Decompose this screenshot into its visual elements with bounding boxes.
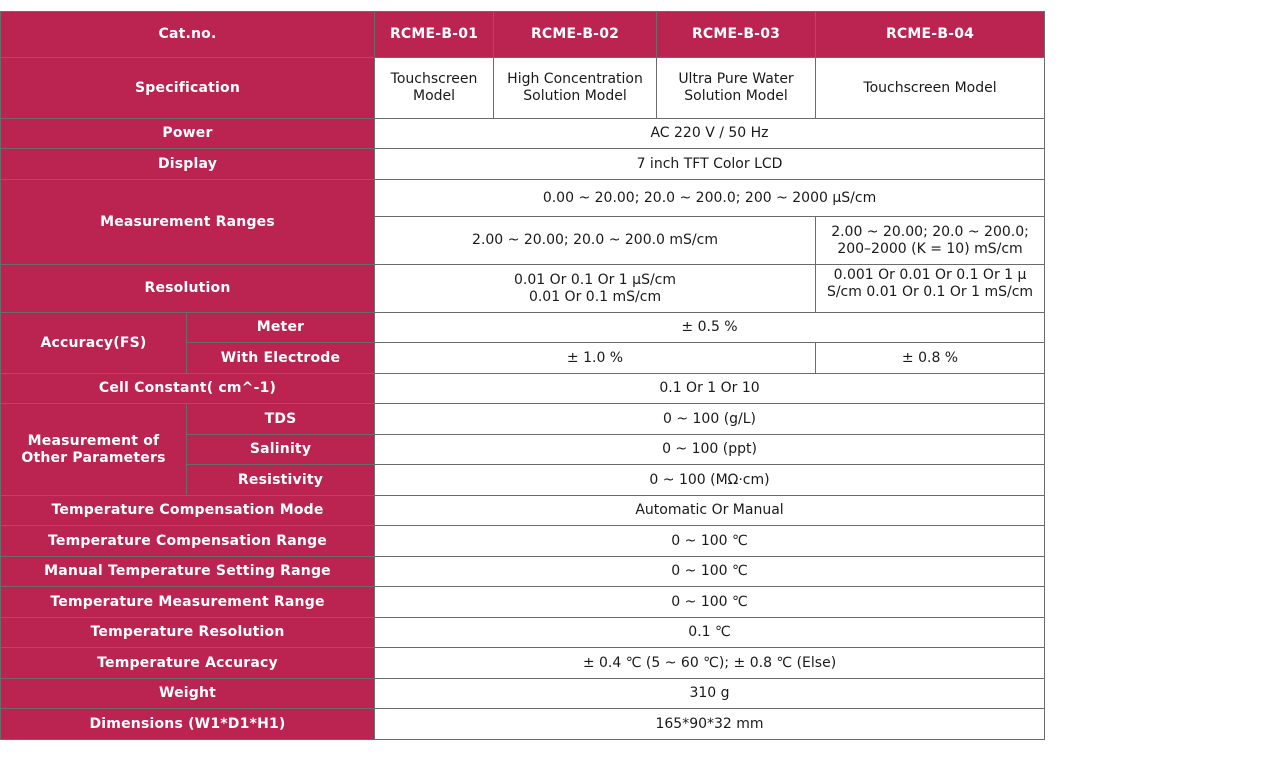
- temp-comp-mode-label: Temperature Compensation Mode: [1, 496, 375, 526]
- row-accuracy-meter: [1, 313, 1045, 343]
- resistivity-value: 0 ~ 100 (MΩ·cm): [375, 465, 1045, 496]
- measurement-ranges-ms-b01-b03: 2.00 ~ 20.00; 20.0 ~ 200.0 mS/cm: [375, 217, 816, 265]
- row-measurement-ranges-1: [1, 180, 1045, 217]
- row-dimensions: [1, 709, 1045, 740]
- resistivity-label: Resistivity: [187, 465, 375, 496]
- tds-label: TDS: [187, 404, 375, 435]
- resolution-b04-text: 0.001 Or 0.01 Or 0.1 Or 1 μ S/cm 0.01 Or 0.1 Or 1 mS/cm: [826, 266, 1034, 300]
- temp-accuracy-label: Temperature Accuracy: [1, 648, 375, 679]
- spec-table: [0, 11, 1045, 740]
- row-temp-meas-range: [1, 587, 1045, 618]
- temp-meas-range-value: 0 ~ 100 ℃: [375, 587, 1045, 618]
- power-value: AC 220 V / 50 Hz: [375, 119, 1045, 149]
- row-cat-no: [1, 12, 1045, 58]
- temp-meas-range-label: Temperature Measurement Range: [1, 587, 375, 618]
- specification-b04: Touchscreen Model: [816, 58, 1045, 119]
- row-temp-accuracy: [1, 648, 1045, 679]
- other-params-label: Measurement of Other Parameters: [1, 404, 187, 496]
- row-cell-constant: [1, 374, 1045, 404]
- display-value: 7 inch TFT Color LCD: [375, 149, 1045, 180]
- row-resolution: [1, 265, 1045, 313]
- row-temp-resolution: [1, 618, 1045, 648]
- dimensions-label: Dimensions (W1*D1*H1): [1, 709, 375, 740]
- model-rcme-b-03: RCME-B-03: [657, 12, 816, 58]
- accuracy-meter-value: ± 0.5 %: [375, 313, 1045, 343]
- row-power: [1, 119, 1045, 149]
- row-manual-temp-range: [1, 557, 1045, 587]
- model-rcme-b-04: RCME-B-04: [816, 12, 1045, 58]
- model-rcme-b-02: RCME-B-02: [494, 12, 657, 58]
- accuracy-meter-label: Meter: [187, 313, 375, 343]
- temp-resolution-value: 0.1 ℃: [375, 618, 1045, 648]
- cell-constant-value: 0.1 Or 1 Or 10: [375, 374, 1045, 404]
- accuracy-electrode-b04: ± 0.8 %: [816, 343, 1045, 374]
- manual-temp-range-value: 0 ~ 100 ℃: [375, 557, 1045, 587]
- manual-temp-range-label: Manual Temperature Setting Range: [1, 557, 375, 587]
- specification-b02: High Concentration Solution Model: [494, 58, 657, 119]
- accuracy-label: Accuracy(FS): [1, 313, 187, 374]
- resolution-b04: [816, 265, 1045, 313]
- power-label: Power: [1, 119, 375, 149]
- temp-comp-range-value: 0 ~ 100 ℃: [375, 526, 1045, 557]
- cell-constant-label: Cell Constant( cm^-1): [1, 374, 375, 404]
- row-weight: [1, 679, 1045, 709]
- row-tds: [1, 404, 1045, 435]
- specification-label: Specification: [1, 58, 375, 119]
- resolution-line-us: 0.01 Or 0.1 Or 1 μS/cm: [514, 271, 677, 288]
- accuracy-electrode-label: With Electrode: [187, 343, 375, 374]
- temp-comp-mode-value: Automatic Or Manual: [375, 496, 1045, 526]
- resolution-b01-b03: [375, 265, 816, 313]
- row-display: [1, 149, 1045, 180]
- resolution-label: Resolution: [1, 265, 375, 313]
- temp-resolution-label: Temperature Resolution: [1, 618, 375, 648]
- specification-b01: Touchscreen Model: [375, 58, 494, 119]
- measurement-ranges-ms-b04: 2.00 ~ 20.00; 20.0 ~ 200.0; 200–2000 (K = 10) mS/cm: [816, 217, 1045, 265]
- row-specification: [1, 58, 1045, 119]
- resolution-line-ms: 0.01 Or 0.1 mS/cm: [528, 288, 662, 305]
- measurement-ranges-us: 0.00 ~ 20.00; 20.0 ~ 200.0; 200 ~ 2000 μS/cm: [375, 180, 1045, 217]
- accuracy-electrode-b01-b03: ± 1.0 %: [375, 343, 816, 374]
- model-rcme-b-01: RCME-B-01: [375, 12, 494, 58]
- temp-comp-range-label: Temperature Compensation Range: [1, 526, 375, 557]
- temp-accuracy-value: ± 0.4 ℃ (5 ~ 60 ℃); ± 0.8 ℃ (Else): [375, 648, 1045, 679]
- tds-value: 0 ~ 100 (g/L): [375, 404, 1045, 435]
- display-label: Display: [1, 149, 375, 180]
- dimensions-value: 165*90*32 mm: [375, 709, 1045, 740]
- specification-b03: Ultra Pure Water Solution Model: [657, 58, 816, 119]
- weight-value: 310 g: [375, 679, 1045, 709]
- measurement-ranges-label: Measurement Ranges: [1, 180, 375, 265]
- weight-label: Weight: [1, 679, 375, 709]
- cat-no-label: Cat.no.: [1, 12, 375, 58]
- row-temp-comp-mode: [1, 496, 1045, 526]
- salinity-value: 0 ~ 100 (ppt): [375, 435, 1045, 465]
- salinity-label: Salinity: [187, 435, 375, 465]
- row-temp-comp-range: [1, 526, 1045, 557]
